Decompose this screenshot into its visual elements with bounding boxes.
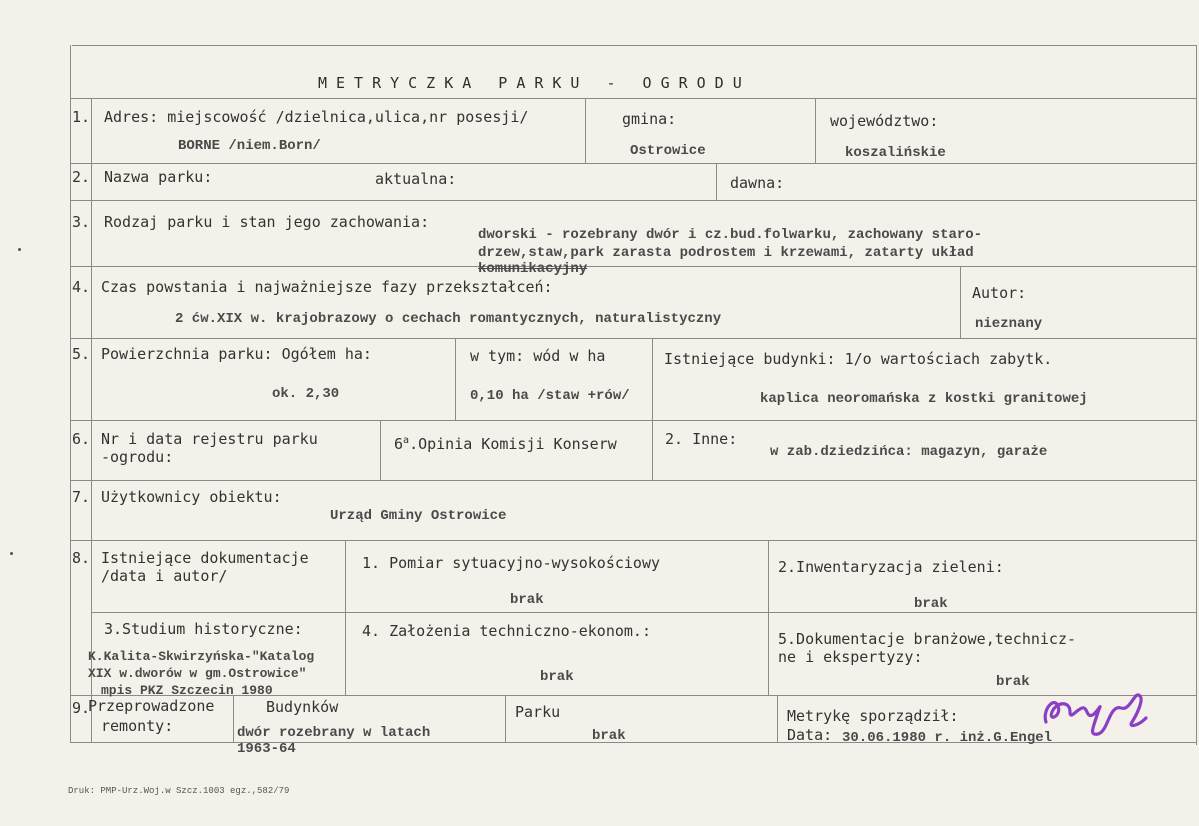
date-label: Data: bbox=[787, 726, 833, 744]
row-number-3: 3. bbox=[72, 213, 91, 231]
date-value: 30.06.1980 r. inż.G.Engel bbox=[842, 730, 1053, 746]
card-title: METRYCZKA PARKU - OGRODU bbox=[318, 74, 751, 92]
park-type-value-line-2: drzew,staw,park zarasta podrostem i krzewami, zatarty układ bbox=[478, 245, 974, 261]
historical-study-value-line-2: mpis PKZ Szczecin 1980 bbox=[101, 683, 273, 698]
users-value: Urząd Gminy Ostrowice bbox=[330, 508, 507, 524]
docs-label-line-2: /data i autor/ bbox=[101, 567, 228, 585]
row-number-8: 8. bbox=[72, 549, 91, 567]
history-label: Czas powstania i najważniejsze fazy przekształceń: bbox=[101, 278, 553, 296]
author-label: Autor: bbox=[972, 284, 1027, 302]
gmina-value: Ostrowice bbox=[630, 143, 706, 159]
opinion-superscript: a bbox=[403, 435, 410, 446]
rule-r5 bbox=[70, 420, 1197, 421]
r1-div-2 bbox=[815, 98, 816, 163]
water-area-value: 0,10 ha /staw +rów/ bbox=[470, 388, 630, 404]
r6-div-2 bbox=[652, 420, 653, 480]
row-number-1: 1. bbox=[72, 108, 91, 126]
r9-div-3 bbox=[777, 695, 778, 742]
margin-dot-top bbox=[18, 248, 21, 251]
opinion-number: 6 bbox=[394, 435, 404, 453]
other-label: 2. Inne: bbox=[665, 430, 738, 448]
historical-study-label: 3.Studium historyczne: bbox=[104, 620, 303, 638]
buildings-renovation-value-line-2: 1963-64 bbox=[237, 741, 296, 757]
park-type-value-line-1: dworski - rozebrany dwór i cz.bud.folwarku, zachowany staro- bbox=[478, 227, 983, 243]
renovations-label-line-2: remonty: bbox=[101, 717, 174, 735]
row-number-2: 2. bbox=[72, 168, 91, 186]
rule-r1 bbox=[70, 163, 1197, 164]
rule-r2 bbox=[70, 200, 1197, 201]
r5-div-2 bbox=[652, 338, 653, 420]
row-number-5: 5. bbox=[72, 345, 91, 363]
r8-div-2 bbox=[768, 540, 769, 695]
survey-value: brak bbox=[510, 592, 544, 608]
park-renovation-value: brak bbox=[592, 728, 626, 744]
row-number-9: 9. bbox=[72, 699, 91, 717]
registry-label-line-1: Nr i data rejestru parku bbox=[101, 430, 318, 448]
prepared-by-label: Metrykę sporządził: bbox=[787, 707, 959, 725]
row-number-6: 6. bbox=[72, 430, 91, 448]
rule-r8a bbox=[91, 612, 1197, 613]
tech-econ-label: 4. Założenia techniczno-ekonom.: bbox=[362, 622, 651, 640]
park-renovation-label: Parku bbox=[515, 703, 561, 721]
frame-right bbox=[1196, 45, 1197, 745]
registry-label-line-2: -ogrodu: bbox=[101, 448, 174, 466]
survey-label: 1. Pomiar sytuacyjno-wysokościowy bbox=[362, 554, 661, 572]
buildings-renovation-value-line-1: dwór rozebrany w latach bbox=[237, 725, 431, 741]
r4-div bbox=[960, 266, 961, 338]
opinion-text: .Opinia Komisji Konserw bbox=[409, 435, 617, 453]
row-number-4: 4. bbox=[72, 278, 91, 296]
voivodeship-value: koszalińskie bbox=[845, 145, 946, 161]
renovations-label-line-1: Przeprowadzone bbox=[88, 697, 215, 715]
buildings-renovation-label: Budynków bbox=[266, 698, 339, 716]
address-value: BORNE /niem.Born/ bbox=[178, 138, 321, 154]
history-value: 2 ćw.XIX w. krajobrazowy o cechach romantycznych, naturalistyczny bbox=[175, 311, 722, 327]
author-value: nieznany bbox=[975, 316, 1043, 332]
docs-label-line-1: Istniejące dokumentacje bbox=[101, 549, 309, 567]
address-label: Adres: miejscowość /dzielnica,ulica,nr posesji/ bbox=[104, 108, 529, 126]
rule-r4 bbox=[70, 338, 1197, 339]
buildings-label: Istniejące budynki: 1/o wartościach zabytk. bbox=[664, 350, 1053, 368]
former-name-label: dawna: bbox=[730, 174, 785, 192]
water-area-label: w tym: wód w ha bbox=[470, 347, 606, 365]
r8-div-1 bbox=[345, 540, 346, 695]
park-name-label: Nazwa parku: bbox=[104, 168, 213, 186]
print-footer: Druk: PMP-Urz.Woj.w Szcz.1003 egz.,582/79 bbox=[68, 786, 290, 796]
frame-left bbox=[70, 45, 71, 743]
historical-study-value-line-1: K.Kalita-Skwirzyńska-"Katalog XIX w.dworów w gm.Ostrowice" bbox=[88, 649, 315, 681]
rule-r6 bbox=[70, 480, 1197, 481]
opinion-label bbox=[394, 432, 617, 453]
branch-docs-value: brak bbox=[996, 674, 1030, 690]
r9-div-1 bbox=[233, 695, 234, 742]
park-type-value-line-3: komunikacyjny bbox=[478, 261, 588, 277]
voivodeship-label: województwo: bbox=[830, 112, 939, 130]
park-type-label: Rodzaj parku i stan jego zachowania: bbox=[104, 213, 430, 231]
area-label: Powierzchnia parku: Ogółem ha: bbox=[101, 345, 372, 363]
r2-div bbox=[716, 163, 717, 200]
signature-icon bbox=[1036, 682, 1156, 742]
greenery-inventory-label: 2.Inwentaryzacja zieleni: bbox=[778, 558, 1004, 576]
r6-div-1 bbox=[380, 420, 381, 480]
gmina-label: gmina: bbox=[622, 110, 677, 128]
r9-div-2 bbox=[505, 695, 506, 742]
other-value: w zab.dziedzińca: magazyn, garaże bbox=[770, 444, 1048, 460]
tech-econ-value: brak bbox=[540, 669, 574, 685]
current-name-label: aktualna: bbox=[375, 170, 457, 188]
branch-docs-label-line-1: 5.Dokumentacje branżowe,technicz- bbox=[778, 630, 1077, 648]
rule-r3 bbox=[70, 266, 1197, 267]
r5-div-1 bbox=[455, 338, 456, 420]
frame-top bbox=[72, 45, 1197, 46]
row-number-7: 7. bbox=[72, 488, 91, 506]
rule-title bbox=[70, 98, 1197, 99]
branch-docs-label-line-2: ne i ekspertyzy: bbox=[778, 648, 923, 666]
area-value: ok. 2,30 bbox=[272, 386, 340, 402]
margin-dot-bottom bbox=[10, 552, 13, 555]
greenery-inventory-value: brak bbox=[914, 596, 948, 612]
rule-r7 bbox=[70, 540, 1197, 541]
users-label: Użytkownicy obiektu: bbox=[101, 488, 282, 506]
r1-div-1 bbox=[585, 98, 586, 163]
buildings-value: kaplica neoromańska z kostki granitowej bbox=[760, 391, 1088, 407]
